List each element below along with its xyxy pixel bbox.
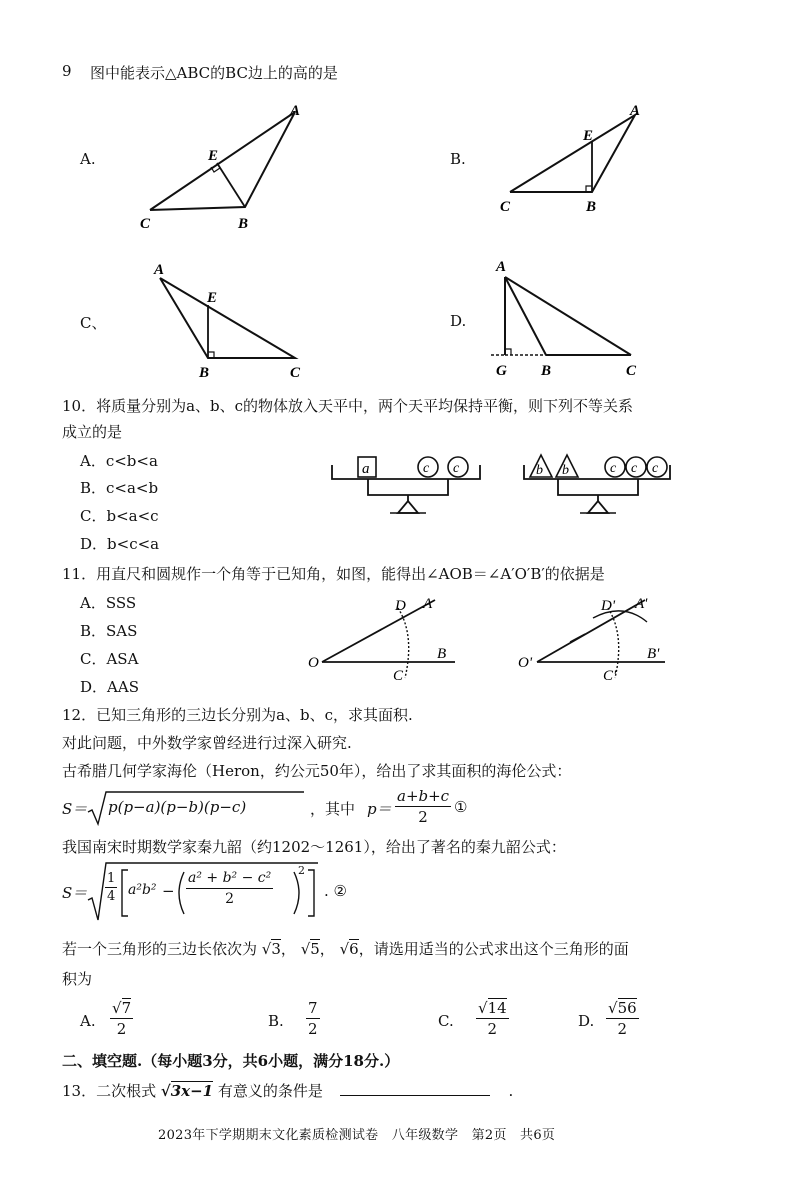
heron-formula: [62, 786, 482, 830]
q11f1-label-C: C: [393, 668, 404, 684]
q12-option-a-radicand: 7: [121, 999, 132, 1017]
q10-question-line2: 成立的是: [62, 423, 123, 441]
sqrt-sign: √: [339, 940, 350, 958]
q10-option-a[interactable]: A．c<b<a: [80, 452, 158, 470]
q9-option-b[interactable]: B.: [450, 150, 466, 168]
q9a-label-E: E: [208, 148, 219, 164]
qin-mark: . ②: [324, 882, 347, 900]
q9a-label-C: C: [140, 216, 151, 232]
q12-option-c-den: 2: [487, 1020, 498, 1038]
q9c-label-C: C: [290, 365, 301, 381]
side2-value: 5: [310, 940, 320, 958]
side1-value: 3: [271, 940, 281, 958]
qin-formula: [62, 860, 362, 924]
q10-option-d[interactable]: D．b<c<a: [80, 535, 160, 553]
q11f1-label-O: O: [308, 655, 319, 671]
heron-lhs: S＝: [62, 800, 88, 818]
q11-figure-2: [515, 590, 675, 685]
q11f1-label-B: B: [437, 646, 447, 662]
q10-weight-c2: c: [453, 461, 460, 476]
q9-option-c[interactable]: C、: [80, 314, 107, 332]
q13-end: .: [508, 1082, 514, 1100]
q10-balance-1: [330, 445, 490, 520]
qin-square-exponent: 2: [298, 864, 305, 877]
q12-line5-a: 若一个三角形的三边长依次为: [62, 940, 258, 958]
q11-option-b[interactable]: B．SAS: [80, 622, 138, 640]
q12-option-c-fraction: [476, 998, 509, 1039]
page-footer: 2023年下学期期末文化素质检测试卷 八年级数学 第2页 共6页: [158, 1128, 556, 1143]
sqrt-sign: √: [300, 940, 311, 958]
q9d-label-C: C: [626, 363, 637, 379]
q13: [62, 1080, 513, 1101]
q12-option-b-den: 2: [308, 1020, 318, 1038]
q11-option-d[interactable]: D．AAS: [80, 678, 139, 696]
q9d-label-G: G: [496, 363, 507, 379]
q12-option-d-den: 2: [617, 1020, 628, 1038]
q10-weight-c4: c: [631, 461, 638, 476]
qin-minus: −: [162, 882, 175, 900]
q9a-label-B: B: [238, 216, 249, 232]
qin-a2b2: a²b²: [128, 882, 157, 898]
q12-option-c-num: [476, 998, 509, 1019]
q11-figure-1: [305, 590, 465, 685]
q12-option-b-fraction: [306, 998, 320, 1039]
q12-option-d-num: [606, 998, 639, 1019]
q12-line2: 对此问题，中外数学家曾经进行过深入研究.: [62, 734, 352, 752]
q12-line5: 若一个三角形的三边长依次为 √3， √5， √6，请选用适当的公式求出这个三角形的面: [62, 940, 629, 958]
q12-option-d-radicand: 56: [617, 999, 637, 1017]
q13-radicand: 3x−1: [170, 1082, 214, 1100]
q9-question: 图中能表示△ABC的BC边上的高的是: [90, 64, 338, 82]
q9b-label-A: A: [630, 103, 641, 119]
heron-p-numerator: a+b+c: [397, 787, 450, 805]
q10-weight-b2: b: [562, 463, 569, 478]
q12-line3: 古希腊几何学家海伦（Heron，约公元50年），给出了求其面积的海伦公式：: [62, 762, 572, 780]
q10-weight-c3: c: [610, 461, 617, 476]
q9b-label-E: E: [583, 128, 594, 144]
q10-weight-b1: b: [536, 463, 543, 478]
q12-line1: 12．已知三角形的三边长分别为a、b、c，求其面积.: [62, 706, 413, 724]
q12-line5-b: ，请选用适当的公式求出这个三角形的面: [358, 940, 629, 958]
side1-sqrt: [262, 940, 281, 958]
qin-inner-num: a² + b² − c²: [186, 868, 273, 889]
q12-option-b-label: B.: [268, 1012, 284, 1030]
q13-answer-blank[interactable]: [340, 1081, 490, 1096]
qin-inner-den: 2: [225, 891, 235, 907]
heron-p: p＝: [367, 800, 392, 818]
q11f2-label-D: D': [601, 598, 616, 614]
q10-balance-2: [520, 445, 680, 520]
q9d-label-B: B: [541, 363, 552, 379]
heron-radicand: p(p−a)(p−b)(p−c): [108, 798, 247, 816]
q9-option-a[interactable]: A.: [80, 150, 96, 168]
heron-where: ，其中: [310, 800, 356, 818]
qin-quarter-num: 1: [107, 871, 116, 886]
q13-sqrt: [161, 1082, 213, 1100]
q9b-label-C: C: [500, 199, 511, 215]
q11f1-label-D: D: [395, 598, 406, 614]
q9d-label-A: A: [496, 259, 507, 275]
section2-title: 二、填空题.（每小题3分，共6小题，满分18分.）: [62, 1052, 400, 1070]
q9-figure-a: [130, 95, 320, 235]
q13-suffix: 有意义的条件是: [217, 1082, 323, 1100]
side2-sqrt: [301, 940, 320, 958]
q11f2-label-A: A': [635, 596, 648, 612]
sqrt-sign: √: [608, 999, 618, 1017]
q12-line4: 我国南宋时期数学家秦九韶（约1202～1261），给出了著名的秦九韶公式：: [62, 838, 566, 856]
q11f2-label-C: C': [603, 668, 617, 684]
q12-line6: 积为: [62, 970, 93, 988]
q12-option-d-label: D.: [578, 1012, 595, 1030]
sqrt-sign: √: [478, 999, 488, 1017]
q10-weight-c5: c: [652, 461, 659, 476]
q10-weight-c1: c: [423, 461, 430, 476]
q12-option-a-den: 2: [116, 1020, 127, 1038]
q9c-label-E: E: [207, 290, 218, 306]
q12-option-a-label: A.: [80, 1012, 96, 1030]
q12-option-d-fraction: [606, 998, 639, 1039]
heron-p-fraction: [395, 786, 451, 827]
q9-option-d[interactable]: D.: [450, 312, 467, 330]
q11f2-label-B: B': [647, 646, 660, 662]
q12-option-c-radicand: 14: [487, 999, 507, 1017]
q12-option-b-num: 7: [308, 999, 318, 1017]
q11f2-label-O: O': [518, 655, 533, 671]
qin-quarter: [105, 870, 117, 905]
sqrt-sign: √: [112, 999, 122, 1017]
qin-inner-fraction: [186, 868, 273, 909]
q11-question: 11．用直尺和圆规作一个角等于已知角，如图，能得出∠AOB＝∠A′O′B′的依据是: [62, 565, 605, 583]
q9-figure-d: [488, 255, 653, 380]
heron-mark: ①: [454, 798, 468, 816]
q9c-label-B: B: [199, 365, 210, 381]
side3-value: 6: [349, 940, 359, 958]
q12-option-c-label: C.: [438, 1012, 454, 1030]
q9b-label-B: B: [586, 199, 597, 215]
q12-option-a-num: [110, 998, 133, 1019]
q12-option-a-fraction: [110, 998, 133, 1039]
q9a-label-A: A: [290, 103, 301, 119]
q11-option-a[interactable]: A．SSS: [80, 594, 137, 612]
q11f1-label-A: A: [423, 596, 433, 612]
sqrt-sign: √: [261, 940, 272, 958]
qin-quarter-den: 4: [107, 889, 116, 904]
qin-lhs: S＝: [62, 884, 88, 902]
q10-option-c[interactable]: C．b<a<c: [80, 507, 159, 525]
q10-weight-a: a: [362, 461, 370, 477]
q10-question-line1: 10．将质量分别为a、b、c的物体放入天平中，两个天平均保持平衡，则下列不等关系: [62, 397, 634, 415]
q9-number: 9: [62, 62, 72, 80]
heron-p-denominator: 2: [418, 808, 428, 826]
q9-figure-c: [145, 258, 320, 383]
q9c-label-A: A: [154, 262, 165, 278]
q10-option-b[interactable]: B．c<a<b: [80, 479, 159, 497]
side3-sqrt: [340, 940, 359, 958]
q13-prefix: 13．二次根式: [62, 1082, 157, 1100]
q9-figure-b: [495, 95, 655, 215]
q11-option-c[interactable]: C．ASA: [80, 650, 139, 668]
sqrt-sign: √: [160, 1082, 171, 1100]
